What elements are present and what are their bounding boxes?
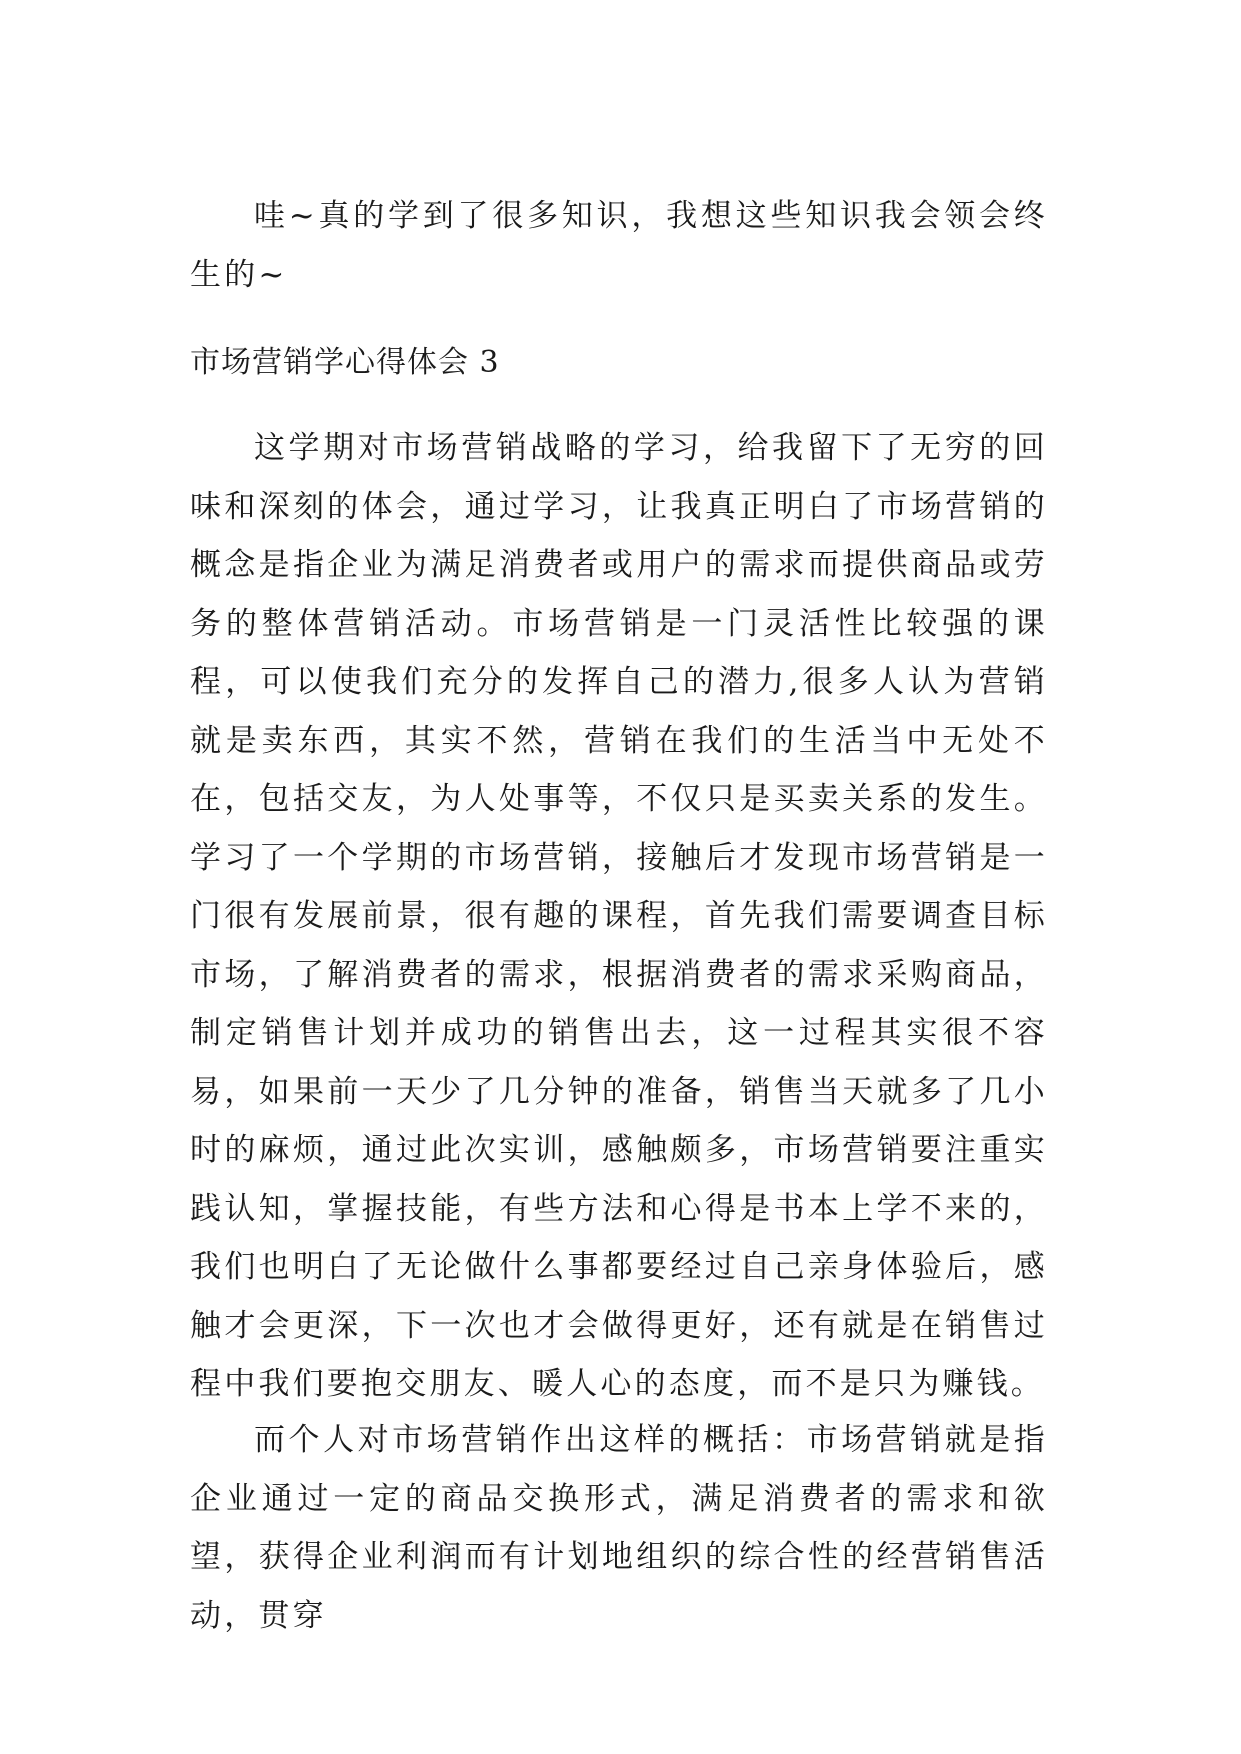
- body-paragraph-1: 这学期对市场营销战略的学习，给我留下了无穷的回味和深刻的体会，通过学习，让我真正明白了市场营销的概念是指企业为满足消费者或用户的需求而提供商品或劳务的整体营销活动。市场营销是一门灵活性比较强的课程，可以使我们充分的发挥自己的潜力,很多人认为营销就是卖东西，其实不然，营销在我们的生活当中无处不在，包括交友，为人处事等，不仅只是买卖关系的发生。学习了一个学期的市场营销，接触后才发现市场营销是一门很有发展前景，很有趣的课程，首先我们需要调查目标市场，了解消费者的需求，根据消费者的需求采购商品，制定销售计划并成功的销售出去，这一过程其实很不容易，如果前一天少了几分钟的准备，销售当天就多了几小时的麻烦，通过此次实训，感触颇多，市场营销要注重实践认知，掌握技能，有些方法和心得是书本上学不来的，我们也明白了无论做什么事都要经过自己亲身体验后，感触才会更深，下一次也才会做得更好，还有就是在销售过程中我们要抱交朋友、暖人心的态度，而不是只为赚钱。: [190, 430, 1048, 1402]
- body-paragraph-2: 而个人对市场营销作出这样的概括：市场营销就是指企业通过一定的商品交换形式，满足消费者的需求和欲望，获得企业利润而有计划地组织的综合性的经营销售活动，贯穿: [190, 1422, 1048, 1634]
- intro-paragraph: 哇~真的学到了很多知识，我想这些知识我会领会终生的~: [190, 198, 1048, 293]
- section-heading: 市场营销学心得体会 3: [190, 345, 500, 380]
